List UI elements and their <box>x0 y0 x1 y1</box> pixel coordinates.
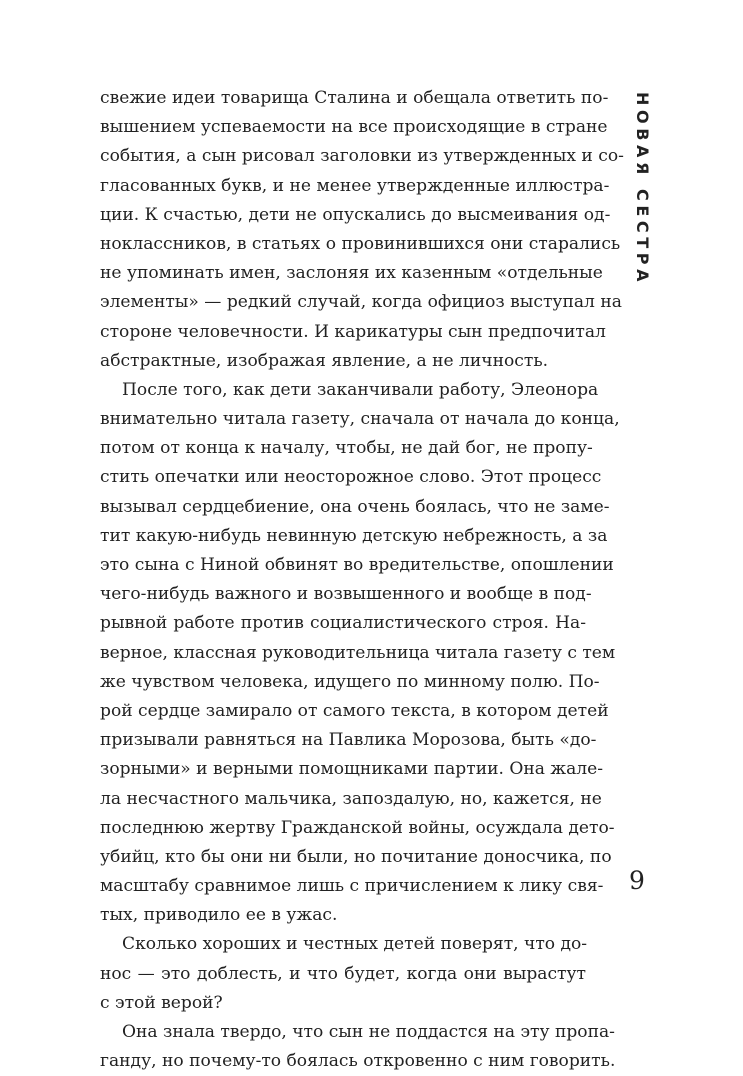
text-line: внимательно читала газету, сначала от начала до конца, <box>100 409 620 430</box>
text-line: ноклассников, в статьях о провинившихся они старались <box>100 233 621 254</box>
text-line: последнюю жертву Гражданской войны, осуждала дето- <box>100 817 615 838</box>
text-line: верное, классная руководительница читала газету с тем <box>100 642 616 663</box>
text-line: Она знала твердо, что сын не поддастся на эту пропа- <box>122 1022 615 1042</box>
text-line: стить опечатки или неосторожное слово. Этот процесс <box>100 467 602 488</box>
paragraph <box>100 1018 616 1076</box>
text-line: гласованных букв, и не менее утвержденные иллюстра- <box>100 175 610 196</box>
text-line: нос — это доблесть, и что будет, когда они вырастут <box>100 963 586 984</box>
text-line: же чувством человека, идущего по минному полю. По- <box>100 671 600 692</box>
text-line: тит какую-нибудь невинную детскую небрежность, а за <box>100 525 608 546</box>
text-line: свежие идеи товарища Сталина и обещала ответить по- <box>100 88 609 108</box>
text-line: абстрактные, изображая явление, а не личность. <box>100 350 549 371</box>
text-line: убийц, кто бы они ни были, но почитание доносчика, по <box>100 846 612 867</box>
text-line: события, а сын рисовал заголовки из утвержденных и со- <box>100 146 624 167</box>
paragraph <box>100 84 624 376</box>
text-line: призывали равняться на Павлика Морозова, быть «до- <box>100 730 597 751</box>
text-line: вышением успеваемости на все происходящие в стране <box>100 117 608 138</box>
text-line: После того, как дети заканчивали работу, Элеонора <box>122 379 599 400</box>
text-line: с этой верой? <box>100 992 223 1013</box>
text-line: чего-нибудь важного и возвышенного и вообще в под- <box>100 584 592 605</box>
text-line: масштабу сравнимое лишь с причислением к лику свя- <box>100 876 604 897</box>
text-line: рой сердце замирало от самого текста, в котором детей <box>100 700 609 721</box>
paragraph <box>100 376 620 931</box>
page-number: 9 <box>629 866 645 895</box>
text-line: ганду, но почему-то боялась откровенно с ним говорить. <box>100 1051 616 1072</box>
text-line: тых, приводило ее в ужас. <box>100 905 338 926</box>
running-head <box>622 92 652 287</box>
text-line: не упоминать имен, заслоняя их казенным «отдельные <box>100 263 603 284</box>
text-line: элементы» — редкий случай, когда официоз выступал на <box>100 292 622 313</box>
text-line: вызывал сердцебиение, она очень боялась, что не заме- <box>100 496 610 517</box>
text-line: ла несчастного мальчика, запоздалую, но, кажется, не <box>100 788 602 809</box>
text-line: Сколько хороших и честных детей поверят, что до- <box>122 934 588 955</box>
text-line: рывной работе против социалистического строя. На- <box>100 613 586 634</box>
paragraph <box>100 930 586 1018</box>
running-head-text: НОВАЯ СЕСТРА <box>633 92 652 287</box>
text-line: потом от конца к началу, чтобы, не дай бог, не пропу- <box>100 438 593 459</box>
body-text <box>100 84 624 1076</box>
text-line: зорными» и верными помощниками партии. Она жале- <box>100 759 604 780</box>
text-line: стороне человечности. И карикатуры сын предпочитал <box>100 321 606 342</box>
text-line: это сына с Ниной обвинят во вредительстве, опошлении <box>100 555 614 575</box>
text-line: ции. К счастью, дети не опускались до высмеивания од- <box>100 204 611 225</box>
